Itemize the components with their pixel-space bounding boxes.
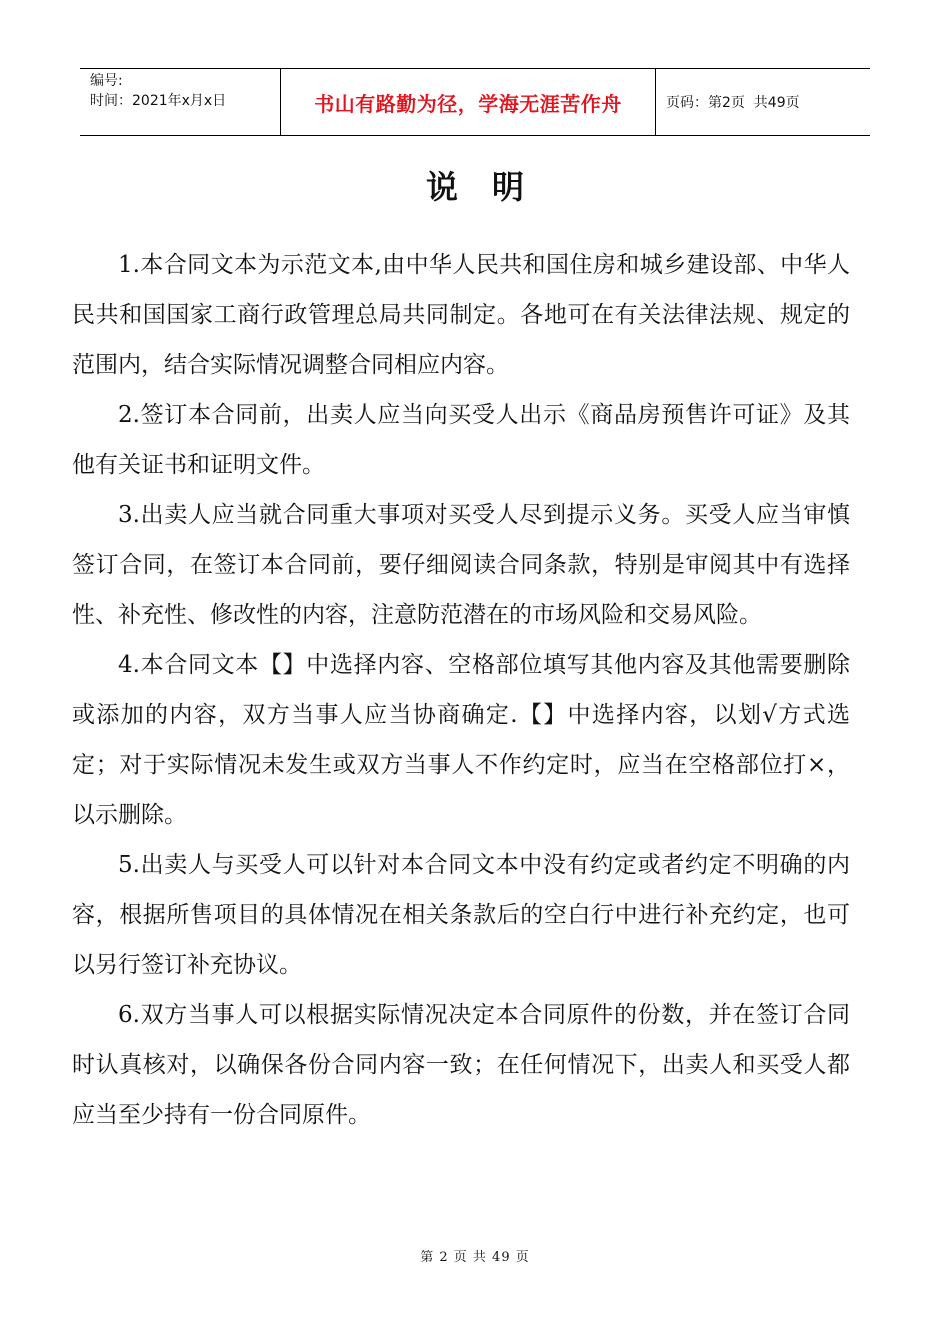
paragraph-4: 4.本合同文本【】中选择内容、空格部位填写其他内容及其他需要删除或添加的内容，双方当事人应当协商确定.【】中选择内容，以划√方式选定；对于实际情况未发生或双方当事人不作约定时，应当在空格部位打×，以示删除。 <box>72 652 850 828</box>
header-motto: 书山有路勤为径，学海无涯苦作舟 <box>281 69 656 135</box>
paragraph-2: 2.签订本合同前，出卖人应当向买受人出示《商品房预售许可证》及其他有关证书和证明文件。 <box>72 402 850 478</box>
page-footer: 第 2 页 共 49 页 <box>420 1250 530 1265</box>
header-page-info <box>656 69 870 135</box>
document-title: 说明 <box>425 168 558 206</box>
paragraph-3: 3.出卖人应当就合同重大事项对买受人尽到提示义务。买受人应当审慎签订合同，在签订本合同前，要仔细阅读合同条款，特别是审阅其中有选择性、补充性、修改性的内容，注意防范潜在的市场风险和交易风险。 <box>72 502 850 628</box>
paragraph-1: 1.本合同文本为示范文本,由中华人民共和国住房和城乡建设部、中华人民共和国国家工商行政管理总局共同制定。各地可在有关法律法规、规定的范围内，结合实际情况调整合同相应内容。 <box>72 252 850 378</box>
time-label: 时间：2021年x月x日 <box>90 93 227 109</box>
page-header <box>80 68 870 136</box>
number-label: 编号: <box>90 73 123 89</box>
paragraph-6: 6.双方当事人可以根据实际情况决定本合同原件的份数，并在签订合同时认真核对，以确保各份合同内容一致；在任何情况下，出卖人和买受人都应当至少持有一份合同原件。 <box>72 1002 850 1128</box>
paragraph-5: 5.出卖人与买受人可以针对本合同文本中没有约定或者约定不明确的内容，根据所售项目的具体情况在相关条款后的空白行中进行补充约定，也可以另行签订补充协议。 <box>72 852 850 978</box>
document-body <box>72 240 850 1140</box>
header-meta <box>80 69 281 135</box>
page-info-text: 页码：第2页 共49页 <box>666 95 800 111</box>
